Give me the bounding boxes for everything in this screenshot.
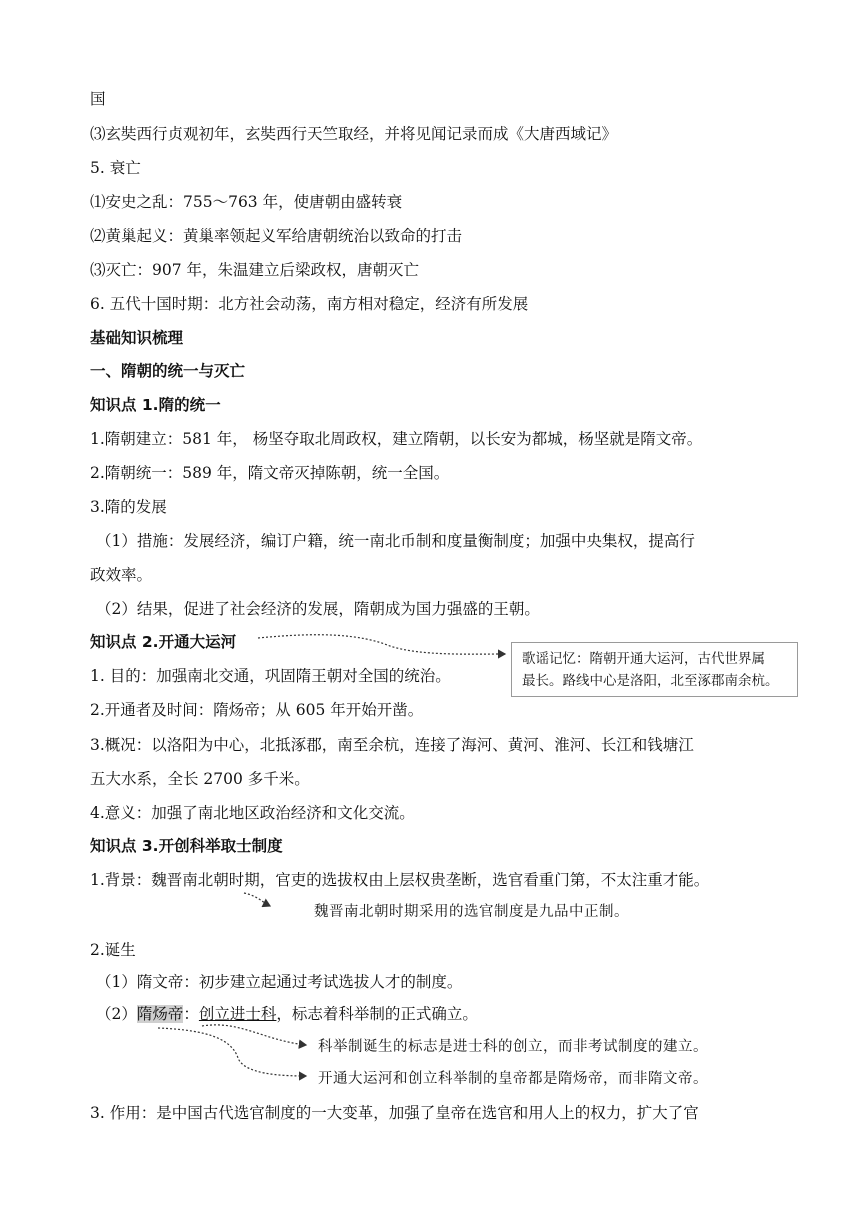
mnemonic-callout-box [511,642,798,697]
text-line: （1）隋文帝：初步建立起通过考试选拔人才的制度。 [96,973,463,991]
text-line: 3.概况：以洛阳为中心，北抵涿郡，南至余杭，连接了海河、黄河、淮河、长江和钱塘江 [90,736,694,754]
section-heading: 一、隋朝的统一与灭亡 [90,362,246,380]
text-line [96,1004,478,1024]
text-line: 3.隋的发展 [90,498,167,516]
colon: ： [183,1005,199,1023]
highlighted-emperor: 隋炀帝 [136,1005,184,1023]
text-line: ⑶玄奘西行贞观初年，玄奘西行天竺取经，并将见闻记录而成《大唐西域记》 [90,125,618,143]
text-line: 1.隋朝建立：581 年， 杨坚夺取北周政权，建立隋朝，以长安为都城，杨坚就是隋文帝。 [90,430,703,448]
section-heading: 5. 衰亡 [90,159,141,177]
text-line: 国 [90,90,106,108]
line-prefix: （2） [96,1005,137,1023]
text-line: 3. 作用：是中国古代选官制度的一大变革，加强了皇帝在选官和用人上的权力，扩大了官 [90,1104,699,1122]
text-line: ⑵黄巢起义：黄巢率领起义军给唐朝统治以致命的打击 [90,227,463,245]
text-line: 2.隋朝统一：589 年，隋文帝灭掉陈朝，统一全国。 [90,464,450,482]
text-line: 2.诞生 [90,941,136,959]
text-line: 五大水系，全长 2700 多千米。 [90,770,310,788]
annotation-note: 科举制诞生的标志是进士科的创立，而非考试制度的建立。 [318,1039,708,1055]
callout-line: 最长。路线中心是洛阳，北至涿郡南余杭。 [522,673,779,689]
text-line: 1.背景：魏晋南北朝时期，官吏的选拔权由上层权贵垄断，选官看重门第，不太注重才能。 [90,871,710,889]
text-line: 4.意义：加强了南北地区政治经济和文化交流。 [90,804,415,822]
text-line: 政效率。 [90,566,153,584]
underlined-term: 创立进士科 [198,1005,277,1023]
line-suffix: ，标志着科举制的正式确立。 [276,1005,478,1023]
section-heading: 基础知识梳理 [90,329,184,347]
emperor-note-arrow [158,1028,306,1076]
text-line: （1）措施：发展经济，编订户籍，统一南北币制和度量衡制度；加强中央集权，提高行 [96,532,695,550]
text-line: 2.开通者及时间：隋炀帝；从 605 年开始开凿。 [90,701,424,719]
text-line: （2）结果，促进了社会经济的发展，隋朝成为国力强盛的王朝。 [96,600,540,618]
callout-arrow [258,635,505,654]
annotation-note: 开通大运河和创立科举制的皇帝都是隋炀帝，而非隋文帝。 [318,1071,708,1087]
text-line: ⑴安史之乱：755～763 年，使唐朝由盛转衰 [90,193,403,211]
text-line: 1. 目的：加强南北交通，巩固隋王朝对全国的统治。 [90,667,451,685]
text-line: 6. 五代十国时期：北方社会动荡，南方相对稳定，经济有所发展 [90,295,529,313]
annotation-note: 魏晋南北朝时期采用的选官制度是九品中正制。 [314,904,629,920]
knowledge-point-heading: 知识点 2.开通大运河 [90,633,237,651]
text-line: ⑶灭亡：907 年，朱温建立后梁政权，唐朝灭亡 [90,261,420,279]
keju-note-arrow [202,1025,306,1045]
background-note-arrow [244,893,270,906]
callout-line: 歌谣记忆：隋朝开通大运河，古代世界属 [522,651,765,667]
knowledge-point-heading: 知识点 1.隋的统一 [90,396,221,414]
knowledge-point-heading: 知识点 3.开创科举取士制度 [90,837,283,855]
